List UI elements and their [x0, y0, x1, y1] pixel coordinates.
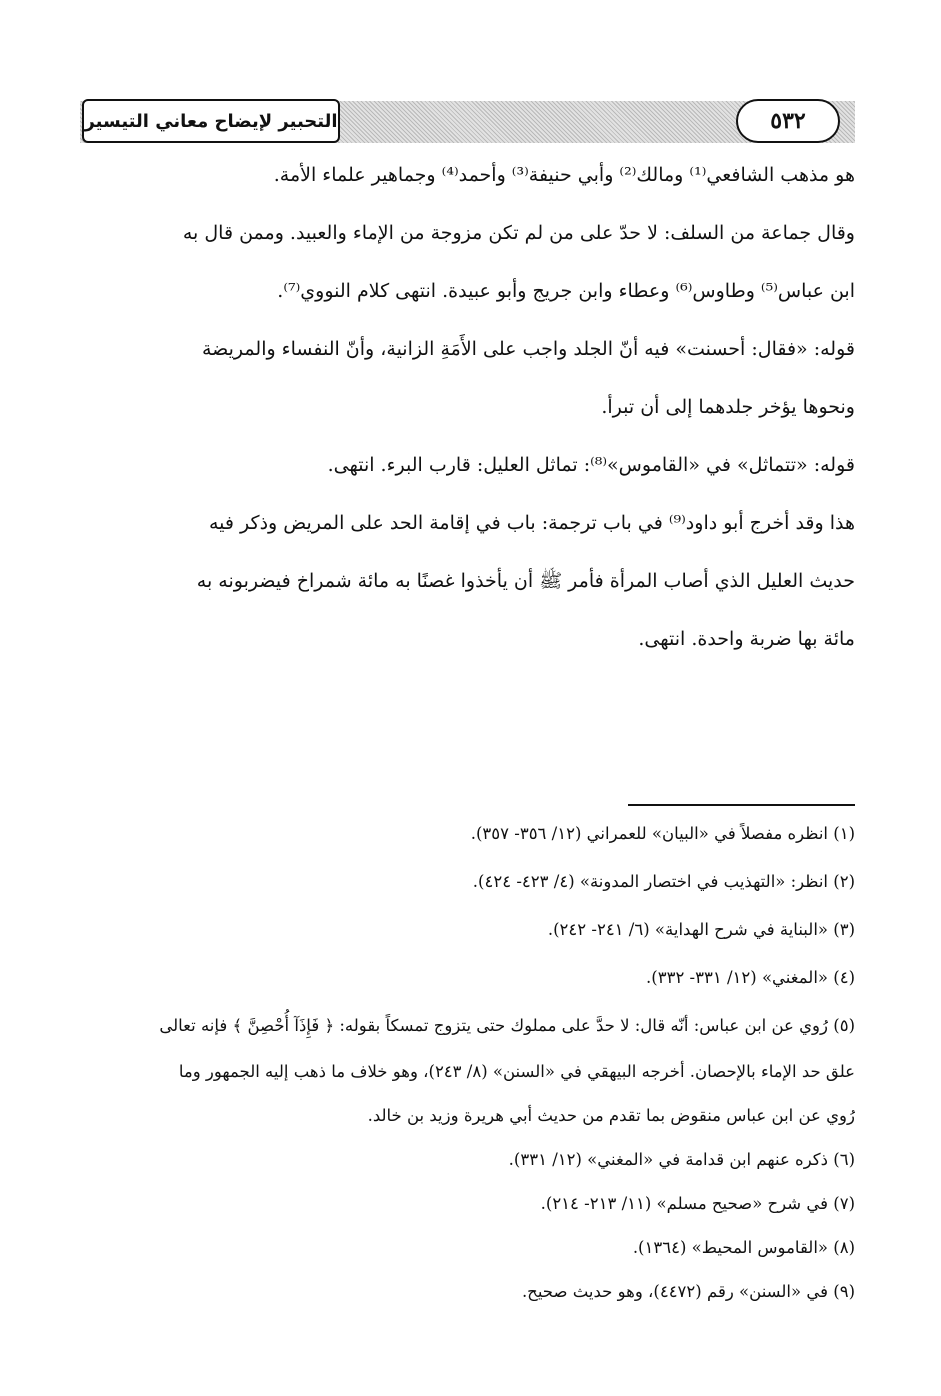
- footnote-3: (٣) «البناية في شرح الهداية» (٦/ ٢٤١- ٢٤٢).: [547, 920, 855, 939]
- footnote-5-line-3: رُوي عن ابن عباس منقوض بما تقدم من حديث أبي هريرة وزيد بن خالد.: [367, 1106, 855, 1125]
- body-line: مائة بها ضربة واحدة. انتهى.: [638, 628, 855, 650]
- footnote-2: (٢) انظر: «التهذيب في اختصار المدونة» (٤/ ٤٢٣- ٤٢٤).: [472, 872, 855, 891]
- body-line: ابن عباس⁽⁵⁾ وطاوس⁽⁶⁾ وعطاء وابن جريج وأبو عبيدة. انتهى كلام النووي⁽⁷⁾.: [277, 280, 855, 302]
- body-text: [80, 150, 855, 672]
- body-line: وقال جماعة من السلف: لا حدّ على من لم تكن مزوجة من الإماء والعبيد. وممن قال به: [182, 222, 855, 244]
- body-line: قوله: «تتماثل» في «القاموس»⁽⁸⁾: تماثل العليل: قارب البرء. انتهى.: [327, 454, 855, 476]
- footnote-5-line-2: علق حد الإماء بالإحصان. أخرجه البيهقي في «السنن» (٨/ ٢٤٣)، وهو خلاف ما ذهب إليه الجمهور وما: [178, 1062, 855, 1081]
- footnotes: [80, 810, 855, 1314]
- book-title: التحبير لإيضاح معاني التيسير: [82, 99, 340, 143]
- body-line: قوله: «فقال: أحسنت» فيه أنّ الجلد واجب على الأَمَةِ الزانية، وأنّ النفساء والمريضة: [201, 338, 855, 360]
- body-line: هو مذهب الشافعي⁽¹⁾ ومالك⁽²⁾ وأبي حنيفة⁽³⁾ وأحمد⁽⁴⁾ وجماهير علماء الأمة.: [273, 164, 855, 186]
- footnote-9: (٩) في «السنن» رقم (٤٤٧٢)، وهو حديث صحيح.: [521, 1282, 855, 1301]
- footnote-8: (٨) «القاموس المحيط» (١٣٦٤).: [632, 1238, 855, 1257]
- footnote-5-line-1: (٥) رُوي عن ابن عباس: أنّه قال: لا حدَّ على مملوك حتى يتزوج تمسكاً بقوله: ﴿ فَإِذَآ أُحْصِنَّ ﴾ فإنه تعالى: [159, 1016, 855, 1035]
- footnote-7: (٧) في شرح «صحيح مسلم» (١١/ ٢١٣- ٢١٤).: [540, 1194, 855, 1213]
- body-line: هذا وقد أخرج أبو داود⁽⁹⁾ في باب ترجمة: باب في إقامة الحد على المريض وذكر فيه: [209, 512, 855, 534]
- footnote-6: (٦) ذكره عنهم ابن قدامة في «المغني» (١٢/ ٣٣١).: [508, 1150, 855, 1169]
- page-number: ٥٣٢: [736, 99, 840, 143]
- footnote-1: (١) انظره مفصلاً في «البيان» للعمراني (١٢/ ٣٥٦- ٣٥٧).: [470, 824, 855, 843]
- footnote-4: (٤) «المغني» (١٢/ ٣٣١- ٣٣٢).: [646, 968, 855, 987]
- body-line: ونحوها يؤخر جلدهما إلى أن تبرأ.: [601, 396, 855, 418]
- body-line: حديث العليل الذي أصاب المرأة فأمر ﷺ أن يأخذوا غصنًا به مائة شمراخ فيضربونه به: [196, 570, 855, 592]
- footnote-separator: [628, 804, 855, 806]
